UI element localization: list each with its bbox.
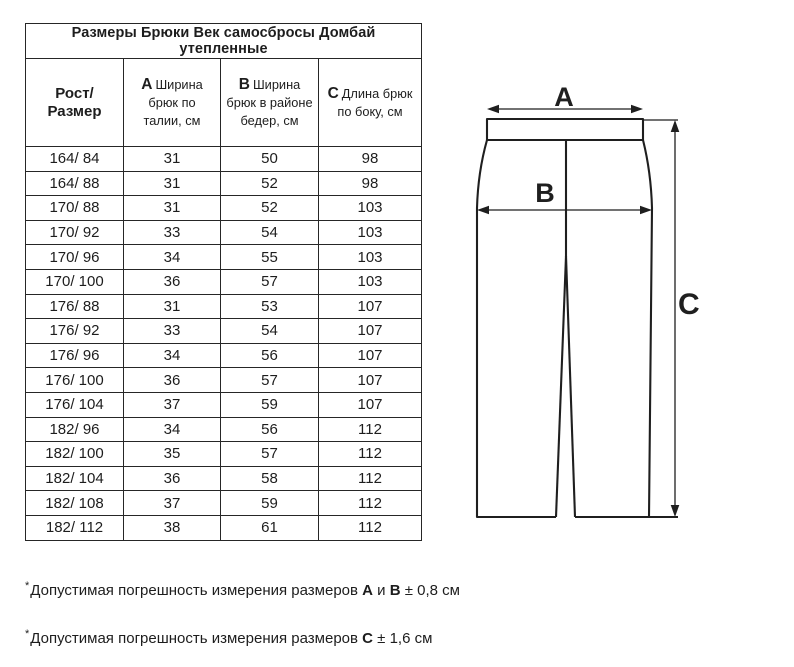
table-cell: 53 xyxy=(221,294,319,319)
dimension-a-label: A xyxy=(554,82,574,112)
table-cell: 36 xyxy=(124,269,221,294)
asterisk: * xyxy=(25,580,30,592)
table-cell: 112 xyxy=(319,515,422,540)
table-cell: 61 xyxy=(221,515,319,540)
dimension-b-label: B xyxy=(535,178,555,208)
table-cell: 170/ 100 xyxy=(26,269,124,294)
table-cell: 34 xyxy=(124,417,221,442)
table-cell: 176/ 88 xyxy=(26,294,124,319)
table-cell: 112 xyxy=(319,442,422,467)
table-cell: 176/ 104 xyxy=(26,392,124,417)
table-cell: 176/ 96 xyxy=(26,343,124,368)
table-cell: 98 xyxy=(319,147,422,172)
note-letter-a: A xyxy=(362,582,373,599)
table-cell: 112 xyxy=(319,417,422,442)
trousers-right-outline xyxy=(575,140,652,517)
note-text: Допустимая погрешность измерения размеров xyxy=(30,582,363,599)
table-cell: 176/ 92 xyxy=(26,319,124,344)
note-letter-c: C xyxy=(362,630,373,647)
table-cell: 52 xyxy=(221,196,319,221)
col-header-a-letter: A xyxy=(141,75,153,93)
asterisk: * xyxy=(25,628,30,640)
table-cell: 54 xyxy=(221,319,319,344)
table-cell: 56 xyxy=(221,417,319,442)
table-cell: 164/ 84 xyxy=(26,147,124,172)
table-cell: 31 xyxy=(124,171,221,196)
table-cell: 107 xyxy=(319,392,422,417)
table-cell: 33 xyxy=(124,220,221,245)
arrowhead-right-icon xyxy=(640,206,652,215)
table-cell: 57 xyxy=(221,269,319,294)
table-cell: 57 xyxy=(221,442,319,467)
table-cell: 52 xyxy=(221,171,319,196)
table-cell: 57 xyxy=(221,368,319,393)
table-cell: 176/ 100 xyxy=(26,368,124,393)
table-cell: 170/ 96 xyxy=(26,245,124,270)
table-cell: 182/ 112 xyxy=(26,515,124,540)
col-header-c-desc: Длина брюк по боку, см xyxy=(337,85,413,120)
table-title: Размеры Брюки Век самосбросы Домбай утепленные xyxy=(26,24,422,59)
arrowhead-left-icon xyxy=(487,105,499,114)
table-cell: 112 xyxy=(319,466,422,491)
col-header-c-letter: C xyxy=(327,84,339,102)
table-cell: 34 xyxy=(124,343,221,368)
table-cell: 170/ 92 xyxy=(26,220,124,245)
table-cell: 37 xyxy=(124,491,221,516)
table-cell: 58 xyxy=(221,466,319,491)
dimension-c-label: C xyxy=(678,288,700,321)
right-inseam-line xyxy=(566,256,575,517)
arrowhead-down-icon xyxy=(671,505,680,517)
table-cell: 31 xyxy=(124,196,221,221)
table-cell: 107 xyxy=(319,294,422,319)
table-cell: 33 xyxy=(124,319,221,344)
table-cell: 182/ 100 xyxy=(26,442,124,467)
table-cell: 103 xyxy=(319,269,422,294)
table-cell: 31 xyxy=(124,294,221,319)
table-cell: 37 xyxy=(124,392,221,417)
table-cell: 182/ 104 xyxy=(26,466,124,491)
table-cell: 55 xyxy=(221,245,319,270)
table-cell: 36 xyxy=(124,466,221,491)
table-cell: 59 xyxy=(221,392,319,417)
table-cell: 54 xyxy=(221,220,319,245)
col-header-size-label: Рост/Размер xyxy=(47,84,102,120)
table-cell: 182/ 96 xyxy=(26,417,124,442)
table-cell: 98 xyxy=(319,171,422,196)
waistband xyxy=(487,119,643,140)
table-cell: 107 xyxy=(319,319,422,344)
note-tolerance-value: ± 0,8 см xyxy=(400,582,460,599)
col-header-b-desc: Ширина брюк в районе бедер, см xyxy=(226,76,313,129)
left-inseam-line xyxy=(556,256,566,517)
table-cell: 31 xyxy=(124,147,221,172)
table-cell: 34 xyxy=(124,245,221,270)
table-cell: 36 xyxy=(124,368,221,393)
table-cell: 38 xyxy=(124,515,221,540)
table-cell: 103 xyxy=(319,196,422,221)
table-cell: 112 xyxy=(319,491,422,516)
table-cell: 59 xyxy=(221,491,319,516)
table-cell: 103 xyxy=(319,245,422,270)
table-cell: 50 xyxy=(221,147,319,172)
col-header-a-desc: Ширина брюк по талии, см xyxy=(143,76,203,129)
arrowhead-left-icon xyxy=(477,206,489,215)
table-cell: 107 xyxy=(319,343,422,368)
col-header-b-letter: B xyxy=(238,75,250,93)
note-letter-b: B xyxy=(389,582,401,599)
note-tolerance-value: ± 1,6 см xyxy=(373,630,433,647)
table-cell: 103 xyxy=(319,220,422,245)
table-cell: 182/ 108 xyxy=(26,491,124,516)
table-cell: 164/ 88 xyxy=(26,171,124,196)
arrowhead-right-icon xyxy=(631,105,643,114)
table-cell: 107 xyxy=(319,368,422,393)
table-cell: 56 xyxy=(221,343,319,368)
table-cell: 170/ 88 xyxy=(26,196,124,221)
note-text: Допустимая погрешность измерения размеров xyxy=(30,630,363,647)
note-conjunction: и xyxy=(373,582,390,599)
table-cell: 35 xyxy=(124,442,221,467)
arrowhead-up-icon xyxy=(671,120,680,132)
